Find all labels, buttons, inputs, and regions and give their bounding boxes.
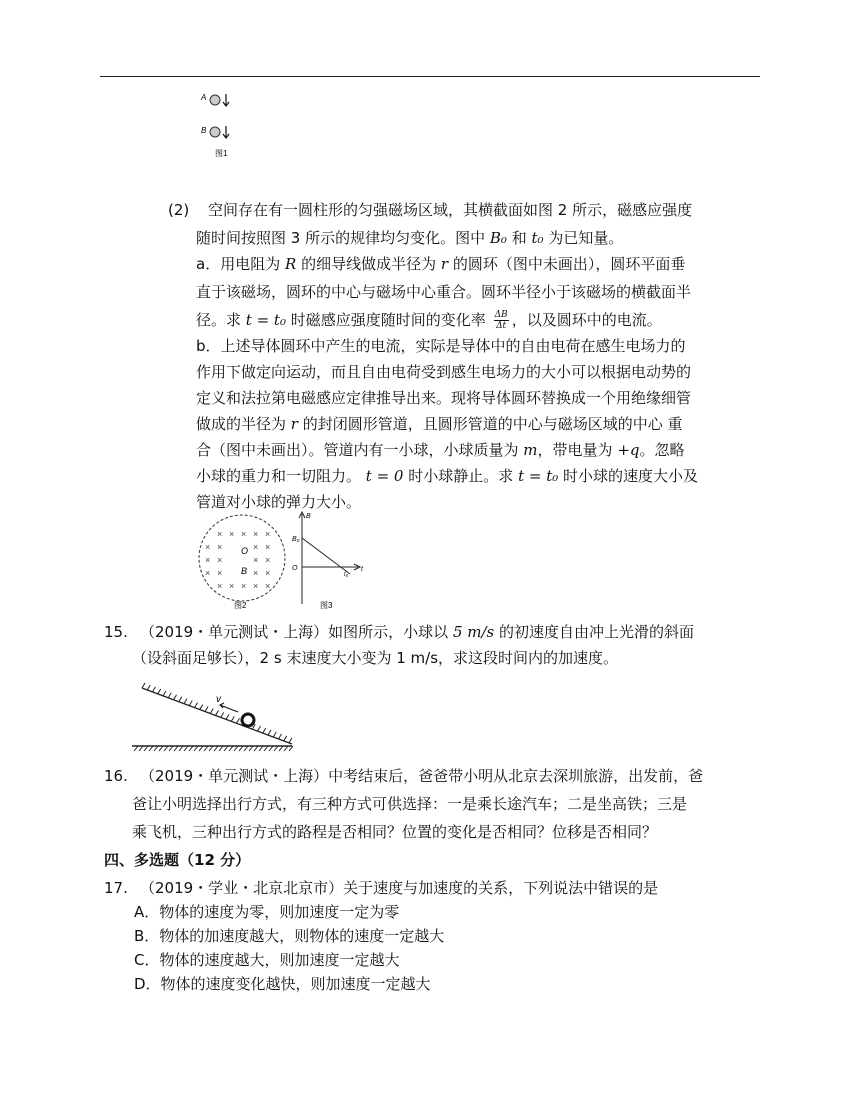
q14-2-b-line6: 小球的重力和一切阻力。 t = 0 时小球静止。求 t = t₀ 时小球的速度大小及 <box>196 467 699 485</box>
hatch-mark <box>268 730 271 735</box>
hatch-mark <box>214 746 218 751</box>
q15-figure <box>128 680 298 752</box>
hatch-mark <box>279 734 282 739</box>
field-crosses <box>205 529 270 591</box>
hatch-mark <box>159 746 163 751</box>
hatch-mark <box>144 746 148 751</box>
hatch-mark <box>219 746 223 751</box>
q14-2-line1: 空间存在有一圆柱形的匀强磁场区域，其横截面如图 2 所示，磁感应强度 <box>208 201 693 219</box>
hatch-mark <box>149 746 153 751</box>
hatch-mark <box>194 746 198 751</box>
field-cross: × <box>205 542 211 552</box>
hatch-mark <box>205 707 208 712</box>
hatch-mark <box>184 699 187 704</box>
q14-2-b-line2: 作用下做定向运动，而且自由电荷受到感生电场力的大小可以根据电动势的 <box>196 363 692 381</box>
hatch-mark <box>284 746 288 751</box>
hatch-mark <box>254 746 258 751</box>
field-cross: × <box>205 568 211 578</box>
incline-graphic <box>128 680 298 752</box>
hatch-mark <box>258 726 261 731</box>
hatch-mark <box>289 746 293 751</box>
velocity-label: v <box>216 694 221 705</box>
field-cross: × <box>229 529 235 539</box>
q14-2-a-line2: 直于该磁场，圆环的中心与磁场中心重合。圆环半径小于该磁场的横截面半 <box>196 283 692 301</box>
hatch-mark <box>229 746 233 751</box>
field-cross: × <box>205 555 211 565</box>
q17-option-c: C．物体的速度越大，则加速度一定越大 <box>134 951 400 969</box>
hatch-mark <box>189 701 192 706</box>
q17-stem: （2019・学业・北京北京市）关于速度与加速度的关系，下列说法中错误的是 <box>140 879 659 897</box>
field-cross: × <box>265 555 271 565</box>
q14-2-b-line3: 定义和法拉第电磁感应定律推导出来。现将导体圆环替换成一个用绝缘细管 <box>196 389 692 407</box>
hatch-mark <box>168 693 171 698</box>
hatch-mark <box>279 746 283 751</box>
figure-2 <box>196 512 292 612</box>
hatch-mark <box>244 746 248 751</box>
figure-1-label-a: A <box>201 93 207 102</box>
hatch-mark <box>164 746 168 751</box>
hatch-mark <box>273 732 276 737</box>
q14-2-b-line4: 做成的半径为 r 的封闭圆形管道，且圆形管道的中心与磁场区域的中心 重 <box>196 415 683 433</box>
hatch-mark <box>139 746 143 751</box>
figure-3-origin: O <box>292 565 298 572</box>
hatch-mark <box>179 697 182 702</box>
hatch-mark <box>184 746 188 751</box>
hatch-mark <box>189 746 193 751</box>
ball-b <box>210 127 220 137</box>
figure-2-graphic <box>196 512 292 612</box>
field-cross: × <box>241 581 247 591</box>
q14-2-b-line5: 合（图中未画出）。管道内有一小球，小球质量为 m，带电量为 +q。忽略 <box>196 441 685 459</box>
hatch-mark <box>263 728 266 733</box>
figure-3-b0: B₀ <box>292 536 300 543</box>
hatch-mark <box>169 746 173 751</box>
q16-line2: 爸让小明选择出行方式，有三种方式可供选择：一是乘长途汽车；二是坐高铁；三是 <box>132 795 688 813</box>
field-cross: × <box>265 542 271 552</box>
header-rule <box>100 76 760 77</box>
figure-3-graphic <box>286 508 366 612</box>
field-cross: × <box>265 581 271 591</box>
q17-option-b: B．物体的加速度越大，则物体的速度一定越大 <box>134 927 445 945</box>
field-cross: × <box>217 568 223 578</box>
field-cross: × <box>265 568 271 578</box>
field-cross: × <box>229 581 235 591</box>
hatch-mark <box>264 746 268 751</box>
q16-number: 16. <box>104 767 128 785</box>
figure-2-center: O <box>241 546 249 556</box>
hatch-mark <box>153 687 156 692</box>
field-cross: × <box>241 529 247 539</box>
hatch-mark <box>237 718 240 723</box>
figure-3 <box>286 508 366 612</box>
hatch-mark <box>174 746 178 751</box>
field-cross: × <box>217 581 223 591</box>
q17-option-a: A．物体的速度为零，则加速度一定为零 <box>134 903 400 921</box>
hatch-mark <box>134 746 138 751</box>
hatch-mark <box>239 746 243 751</box>
hatch-mark <box>259 746 263 751</box>
figure-2-point: B <box>241 566 248 576</box>
hatch-mark <box>221 712 224 717</box>
q14-2-a-line3: 径。求 t = t₀ 时磁感应强度随时间的变化率 $\frac{\Delta B}{\Delta t}$ ，以及圆环中的电流。 <box>196 310 662 331</box>
hatch-mark <box>209 746 213 751</box>
hatch-mark <box>204 746 208 751</box>
field-cross: × <box>253 568 259 578</box>
hatch-mark <box>163 691 166 696</box>
hatch-mark <box>158 689 161 694</box>
hatch-mark <box>147 685 150 690</box>
q16-line1: （2019・单元测试・上海）中考结束后，爸爸带小明从北京去深圳旅游，出发前，爸 <box>140 767 704 785</box>
q14-2-a-line1: a．用电阻为 R 的细导线做成半径为 r 的圆环（图中未画出），圆环平面垂 <box>196 255 686 273</box>
hatch-mark <box>284 736 287 741</box>
figure-1-graphic <box>196 88 246 160</box>
q14-2-b-line7: 管道对小球的弹力大小。 <box>196 493 362 511</box>
field-cross: × <box>253 555 259 565</box>
ball <box>242 714 254 726</box>
figure-2-caption: 图2 <box>234 601 247 610</box>
hatch-mark <box>274 746 278 751</box>
figure-3-t0: t₀ <box>344 572 349 578</box>
q14-2-number: (2) <box>168 201 190 219</box>
field-cross: × <box>265 529 271 539</box>
hatch-mark <box>226 714 229 719</box>
q14-2-b-line1: b．上述导体圆环中产生的电流，实际是导体中的自由电荷在感生电场力的 <box>196 337 686 355</box>
hatch-mark <box>231 716 234 721</box>
field-cross: × <box>217 555 223 565</box>
figure-1-label-b: B <box>201 126 207 135</box>
hatch-mark <box>154 746 158 751</box>
field-cross: × <box>253 529 259 539</box>
q15-line2: （设斜面足够长），2 s 末速度大小变为 1 m/s，求这段时间内的加速度。 <box>132 649 619 667</box>
hatch-mark <box>179 746 183 751</box>
q15-number: 15. <box>104 623 128 641</box>
figure-1-caption: 图1 <box>215 149 228 158</box>
hatch-mark <box>216 710 219 715</box>
hatch-mark <box>289 738 292 743</box>
figure-1 <box>196 88 246 160</box>
b-t-line <box>302 538 350 574</box>
q15-line1: （2019・单元测试・上海）如图所示，小球以 5 m/s 的初速度自由冲上光滑的斜面 <box>140 623 695 641</box>
hatch-mark <box>199 746 203 751</box>
hatch-mark <box>269 746 273 751</box>
figure-3-y-label: B <box>306 513 311 520</box>
figure-3-caption: 图3 <box>320 601 333 610</box>
hatch-mark <box>210 708 213 713</box>
field-cross: × <box>217 529 223 539</box>
field-cross: × <box>253 542 259 552</box>
delta-b-over-delta-t: $\frac{\Delta B}{\Delta t}$ <box>494 310 508 331</box>
hatch-mark <box>142 683 145 688</box>
hatch-mark <box>174 695 177 700</box>
q14-2-line2: 随时间按照图 3 所示的规律均匀变化。图中 B₀ 和 t₀ 为已知量。 <box>196 229 624 247</box>
field-cross: × <box>217 542 223 552</box>
ball-a <box>210 95 220 105</box>
q17-option-d: D．物体的速度变化越快，则加速度一定越大 <box>134 975 431 993</box>
hatch-mark <box>249 746 253 751</box>
q16-line3: 乘飞机，三种出行方式的路程是否相同？位置的变化是否相同？位移是否相同？ <box>132 823 658 841</box>
section-4-title: 四、多选题（12 分） <box>104 851 251 869</box>
hatch-mark <box>234 746 238 751</box>
hatch-mark <box>195 703 198 708</box>
hatch-mark <box>224 746 228 751</box>
hatch-mark <box>200 705 203 710</box>
figure-3-x-label: t <box>361 566 363 573</box>
field-cross: × <box>253 581 259 591</box>
q17-number: 17. <box>104 879 128 897</box>
